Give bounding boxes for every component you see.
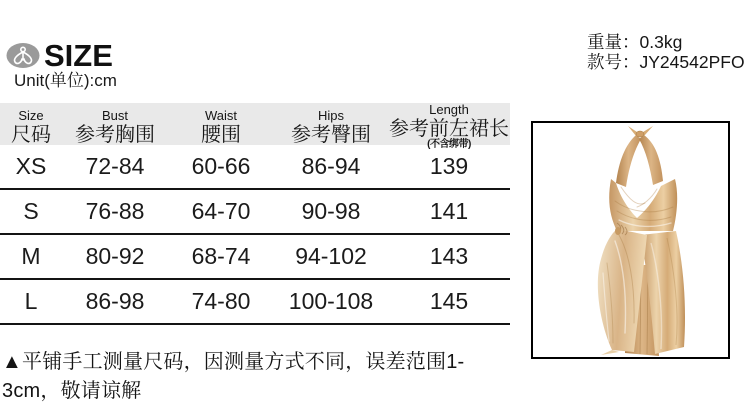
cell-bust: 76-88 [85, 198, 145, 224]
cell-waist: 74-80 [191, 288, 251, 314]
cell-waist: 68-74 [191, 243, 251, 269]
column-header-waist [168, 109, 274, 145]
column-header-en: Length [429, 102, 469, 117]
table-row-m [0, 235, 510, 280]
column-header-zh: 参考胸围 [75, 123, 155, 146]
cell-bust: 80-92 [85, 243, 145, 269]
product-photo [531, 121, 730, 359]
dress-illustration [533, 123, 728, 357]
column-header-zh: 尺码 [11, 123, 51, 146]
cell-length: 143 [429, 243, 469, 269]
column-header-en: Hips [317, 107, 344, 123]
measurement-disclaimer: ▲平铺手工测量尺码，因测量方式不同，误差范围1-3cm，敬请谅解 [2, 351, 465, 402]
column-header-en: Bust [101, 107, 128, 123]
style-no-line [587, 53, 745, 73]
column-header-bust [62, 109, 168, 145]
cell-size: S [23, 198, 39, 224]
column-header-zh: 参考臀围 [291, 123, 371, 146]
cell-waist: 60-66 [191, 153, 251, 179]
cell-hips: 94-102 [295, 243, 367, 269]
cell-waist: 64-70 [191, 198, 251, 224]
column-header-zh: 腰围 [201, 123, 241, 146]
cell-hips: 90-98 [301, 198, 361, 224]
table-row-l [0, 280, 510, 325]
cell-length: 141 [429, 198, 469, 224]
cell-bust: 72-84 [85, 153, 145, 179]
cell-size: XS [15, 153, 47, 179]
weight-value: 0.3kg [639, 32, 683, 52]
cell-bust: 86-98 [85, 288, 145, 314]
page-title: SIZE [44, 38, 113, 73]
cell-length: 145 [429, 288, 469, 314]
weight-label: 重量： [587, 32, 640, 52]
size-table [0, 103, 510, 325]
column-header-length [388, 103, 510, 150]
table-row-s [0, 190, 510, 235]
column-header-en: Size [18, 107, 44, 123]
cell-size: M [21, 243, 41, 269]
weight-line [587, 33, 745, 53]
style-no-label: 款号： [587, 51, 640, 72]
unit-label: Unit(单位):cm [14, 71, 117, 90]
column-header-note: (不含绑带) [427, 139, 471, 150]
product-meta [587, 33, 745, 72]
column-header-size [0, 109, 62, 145]
cell-hips: 86-94 [301, 153, 361, 179]
cell-length: 139 [429, 153, 469, 179]
column-header-en: Waist [204, 107, 238, 123]
table-row-xs [0, 145, 510, 190]
cell-size: L [24, 288, 38, 314]
cell-hips: 100-108 [288, 288, 374, 314]
table-header-row [0, 102, 510, 150]
column-header-zh: 参考前左裙长 [389, 118, 509, 140]
style-no-value: JY24542PFO [639, 51, 745, 72]
column-header-hips [274, 109, 388, 145]
